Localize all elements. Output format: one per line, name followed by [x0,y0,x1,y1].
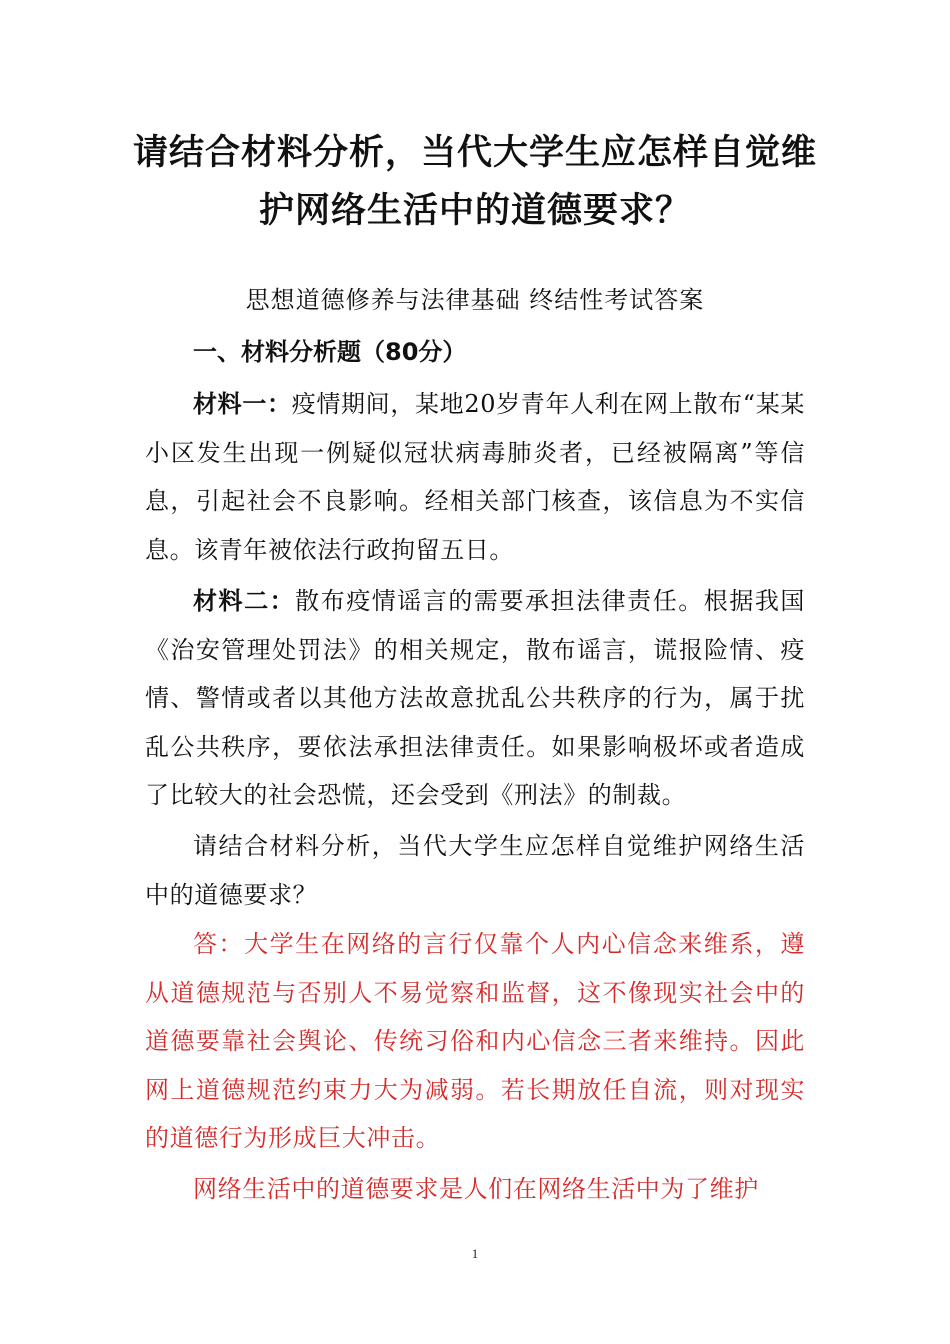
answer-paragraph-one: 答：大学生在网络的言行仅靠个人内心信念来维系，遵从道德规范与否别人不易觉察和监督，这不像现实社会中的道德要靠社会舆论、传统习俗和内心信念三者来维持。因此网上道德规范约束力大为减弱。若长期放任自流，则对现实的道德行为形成巨大冲击。 [145,930,805,1152]
material-two-label: 材料二： [193,587,296,615]
material-two-text: 散布疫情谣言的需要承担法律责任。根据我国《治安管理处罚法》的相关规定，散布谣言，谎报险情、疫情、警情或者以其他方法故意扰乱公共秩序的行为，属于扰乱公共秩序，要依法承担法律责任。如果影响极坏或者造成了比较大的社会恐慌，还会受到《刑法》的制裁。 [145,587,805,809]
question-paragraph: 请结合材料分析，当代大学生应怎样自觉维护网络生活中的道德要求？ [145,832,805,909]
page-number: 1 [471,1246,479,1261]
document-subtitle: 思想道德修养与法律基础 终结性考试答案 [245,286,705,314]
material-one-label: 材料一： [193,390,292,418]
section-heading: 一、材料分析题（80分） [193,338,467,366]
document-title: 请结合材料分析，当代大学生应怎样自觉维护网络生活中的道德要求？ [132,133,817,231]
answer-paragraph-two: 网络生活中的道德要求是人们在网络生活中为了维护 [193,1175,759,1203]
material-one-paragraph [145,380,805,574]
material-one-text: 疫情期间，某地20岁青年人利在网上散布“某某小区发生出现一例疑似冠状病毒肺炎者，已经被隔离”等信息，引起社会不良影响。经相关部门核查，该信息为不实信息。该青年被依法行政拘留五日。 [145,390,805,564]
material-two-paragraph [145,577,805,820]
